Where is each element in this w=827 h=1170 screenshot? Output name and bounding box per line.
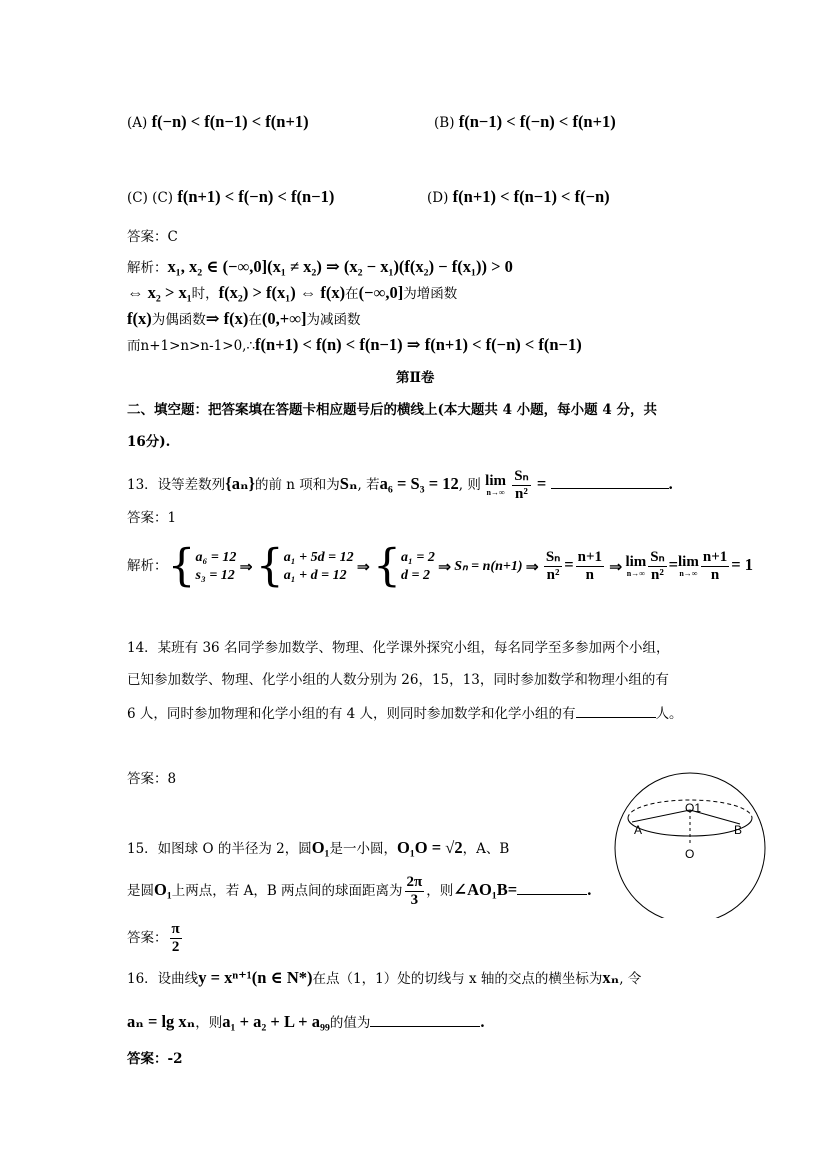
q14-answer-blank[interactable] — [576, 703, 656, 718]
sol-expr: x₁, x₂ ∈ (−∞,0](x₁ ≠ x₂) ⇒ (x₂ − x₁)(f(x₂) − f(x₁)) > 0 — [167, 257, 513, 276]
q13-expr: Sₙ — [339, 474, 358, 493]
fraction-den: n — [585, 567, 594, 583]
q13-question — [127, 468, 673, 503]
q13-answer-blank[interactable] — [551, 474, 669, 489]
q16-line1 — [127, 968, 641, 989]
sol-text: 时， — [191, 286, 219, 302]
q16-line2 — [127, 1012, 484, 1033]
q16-text: 的值为 — [329, 1015, 371, 1031]
fraction-num: Sₙ — [545, 549, 561, 565]
q16-expr: xₙ — [602, 968, 620, 987]
brace-glyph: { — [373, 540, 402, 592]
q13-answer: 答案：1 — [127, 510, 177, 526]
sol-prefix: 解析： — [127, 260, 168, 276]
lim-sub: n→∞ — [626, 569, 645, 578]
system-2 — [284, 549, 354, 585]
q13-solution — [127, 540, 753, 592]
q15-line1 — [127, 838, 509, 859]
label-b: B — [734, 823, 743, 837]
q16-expr: a₁ + a₂ + L + a₉₉ — [222, 1012, 330, 1031]
fraction-den: n — [710, 567, 720, 583]
sol-fraction — [701, 549, 729, 584]
system-row: d = 2 — [401, 567, 430, 583]
q15-answer-fraction — [170, 921, 182, 956]
sol-text: 而n+1>n>n-1>0,∴ — [127, 338, 256, 354]
option-label: (C) — [127, 190, 148, 206]
section-title: 第Ⅱ卷 — [396, 370, 435, 386]
sol-limit — [678, 555, 699, 578]
q15-expr: O₁O = √2 — [397, 838, 463, 857]
label-o: O — [685, 847, 695, 861]
q16-expr: y = xⁿ⁺¹(n ∈ N*) — [198, 968, 313, 987]
sol-fraction — [648, 549, 666, 584]
q15-answer-blank[interactable] — [517, 880, 587, 895]
option-c — [127, 187, 334, 208]
q12-sol-line2 — [127, 283, 457, 304]
option-expr: f(n+1) < f(n−1) < f(−n) — [452, 187, 610, 206]
q16-text: , 令 — [619, 971, 642, 987]
q13-text: 13．设等差数列 — [127, 477, 226, 493]
option-expr: f(n+1) < f(−n) < f(n−1) — [177, 187, 335, 206]
q15-line2 — [127, 870, 591, 911]
sol-text: 为减函数 — [306, 312, 361, 328]
q14-text: 6 人，同时参加物理和化学小组的有 4 人，则同时参加数学和化学小组的有 — [127, 706, 576, 722]
q13-text: , 则 — [458, 477, 481, 493]
lim-label: lim — [678, 554, 699, 570]
q16-answer-blank[interactable] — [370, 1012, 480, 1027]
equals-sign: = — [668, 555, 679, 574]
label-o1: O1 — [685, 801, 702, 815]
implies-arrow: ⇒ — [356, 556, 371, 576]
q15-text: 是圆 — [127, 883, 154, 899]
implies-arrow: ⇒ — [525, 556, 539, 576]
q15-text: 是一小圆， — [329, 841, 397, 857]
sol-text: 在 — [248, 312, 262, 328]
sol-prefix: 解析： — [127, 558, 168, 574]
fraction-num: π — [171, 921, 180, 937]
fraction-den: 2 — [171, 939, 180, 955]
q13-limit — [485, 474, 506, 497]
label-a: A — [634, 823, 643, 837]
sphere-figure — [610, 768, 770, 918]
q15-text: 上两点，若 A，B 两点间的球面距离为 — [171, 883, 403, 899]
sol-expr: (0,+∞] — [261, 309, 307, 328]
sol-expr: ⇒ f(x) — [205, 309, 249, 328]
lim-label: lim — [485, 473, 506, 489]
sol-expr: (−∞,0] — [358, 283, 404, 302]
q15-expr: O₁ — [154, 880, 172, 899]
fraction-num: Sₙ — [650, 549, 665, 565]
sol-text: 为偶函数 — [151, 312, 206, 328]
option-b — [434, 112, 616, 133]
q15-fraction — [405, 874, 425, 909]
q15-text: ，则 — [426, 883, 454, 899]
q16-text: 在点（1，1）处的切线与 x 轴的交点的横坐标为 — [312, 971, 603, 987]
section-heading-line2: 16分). — [127, 434, 171, 450]
system-1 — [196, 549, 237, 585]
q15-equals: = — [507, 880, 518, 899]
fraction-num: Sₙ — [514, 468, 529, 484]
q14-line3 — [127, 703, 683, 724]
q13-fraction — [512, 468, 530, 503]
answer-prefix: 答案： — [127, 930, 168, 946]
q15-expr: O₁ — [311, 838, 330, 857]
q15-text: 15．如图球 O 的半径为 2，圆 — [127, 841, 312, 857]
q12-sol-line3 — [127, 309, 360, 330]
sol-fraction — [544, 549, 562, 584]
q15-period: . — [587, 880, 592, 899]
brace-glyph: { — [167, 540, 196, 592]
fraction-num: n+1 — [577, 549, 603, 565]
sol-expr: ⇔ x₂ > x₁ — [127, 283, 192, 302]
option-d — [427, 187, 610, 208]
lim-sub: n→∞ — [486, 488, 505, 497]
fraction-den: n² — [515, 486, 528, 502]
brace-glyph: { — [255, 540, 284, 592]
q15-answer — [127, 918, 184, 958]
sol-fraction — [576, 549, 604, 584]
q14-line2: 已知参加数学、物理、化学小组的人数分别为 26，15，13，同时参加数学和物理小组的有 — [127, 672, 669, 688]
option-label: (B) — [434, 115, 455, 131]
q12-sol-line1 — [127, 257, 513, 278]
q13-text: 的前 n 项和为 — [255, 477, 340, 493]
system-row: a₁ + 5d = 12 — [283, 549, 354, 565]
q14-text: 人。 — [655, 706, 683, 722]
fraction-den: n² — [546, 567, 560, 583]
fraction-den: 3 — [410, 892, 419, 908]
implies-arrow: ⇒ — [239, 556, 253, 576]
option-expr: f(n−1) < f(−n) < f(n+1) — [458, 112, 616, 131]
implies-arrow: ⇒ — [609, 556, 623, 576]
q15-expr: ∠AO₁B — [453, 880, 508, 899]
q16-period: . — [480, 1012, 485, 1031]
option-label: (C) — [152, 190, 174, 206]
section-heading-line1: 二、填空题：把答案填在答题卡相应题号后的横线上(本大题共 4 小题，每小题 4 分，共 — [127, 402, 657, 418]
q13-period: . — [668, 474, 673, 493]
fraction-num: n+1 — [702, 549, 728, 565]
segment-o1-a — [632, 810, 690, 822]
fraction-den: n² — [651, 567, 664, 583]
q12-sol-line4 — [127, 335, 582, 356]
option-expr: f(−n) < f(n−1) < f(n+1) — [151, 112, 309, 131]
sol-expr: f(n+1) < f(n) < f(n−1) ⇒ f(n+1) < f(−n) < f(n−1) — [255, 335, 582, 354]
q13-equals: = — [536, 474, 547, 493]
q13-text: , 若 — [357, 477, 380, 493]
option-label: (D) — [427, 190, 449, 206]
sol-expr: f(x₂) > f(x₁) ⇔ f(x) — [218, 283, 346, 302]
q12-answer: 答案：C — [127, 229, 178, 245]
q14-line1: 14．某班有 36 名同学参加数学、物理、化学课外探究小组，每名同学至多参加两个小组， — [127, 640, 670, 656]
sphere-outline — [615, 773, 765, 918]
q13-expr: a₆ = S₃ = 12 — [379, 474, 459, 493]
system-row: a₁ + d = 12 — [283, 567, 347, 583]
lim-label: lim — [625, 554, 647, 570]
fraction-num: 2π — [406, 874, 423, 890]
implies-arrow: ⇒ — [437, 556, 452, 576]
q16-text: ，则 — [195, 1015, 223, 1031]
sum-formula: Sₙ = n(n+1) — [454, 558, 523, 574]
system-row: a₆ = 12 — [195, 549, 237, 565]
q13-expr: {aₙ} — [225, 474, 256, 493]
option-a — [127, 112, 309, 133]
sol-result: = 1 — [731, 555, 754, 574]
sol-text: 为增函数 — [403, 286, 458, 302]
system-row: s₃ = 12 — [195, 567, 235, 583]
system-3 — [401, 549, 435, 585]
option-label: (A) — [127, 115, 148, 131]
equals-sign: = — [564, 555, 574, 574]
q14-answer: 答案：8 — [127, 771, 177, 787]
q16-expr: aₙ = lg xₙ — [127, 1012, 196, 1031]
sol-expr: f(x) — [127, 309, 152, 328]
lim-sub: n→∞ — [679, 569, 698, 578]
q16-text: 16．设曲线 — [127, 971, 199, 987]
system-row: a₁ = 2 — [401, 549, 435, 565]
q16-answer: 答案：-2 — [127, 1051, 183, 1067]
sol-text: 在 — [345, 286, 359, 302]
sol-limit — [625, 555, 646, 578]
q15-text: ，A、B — [462, 841, 510, 857]
